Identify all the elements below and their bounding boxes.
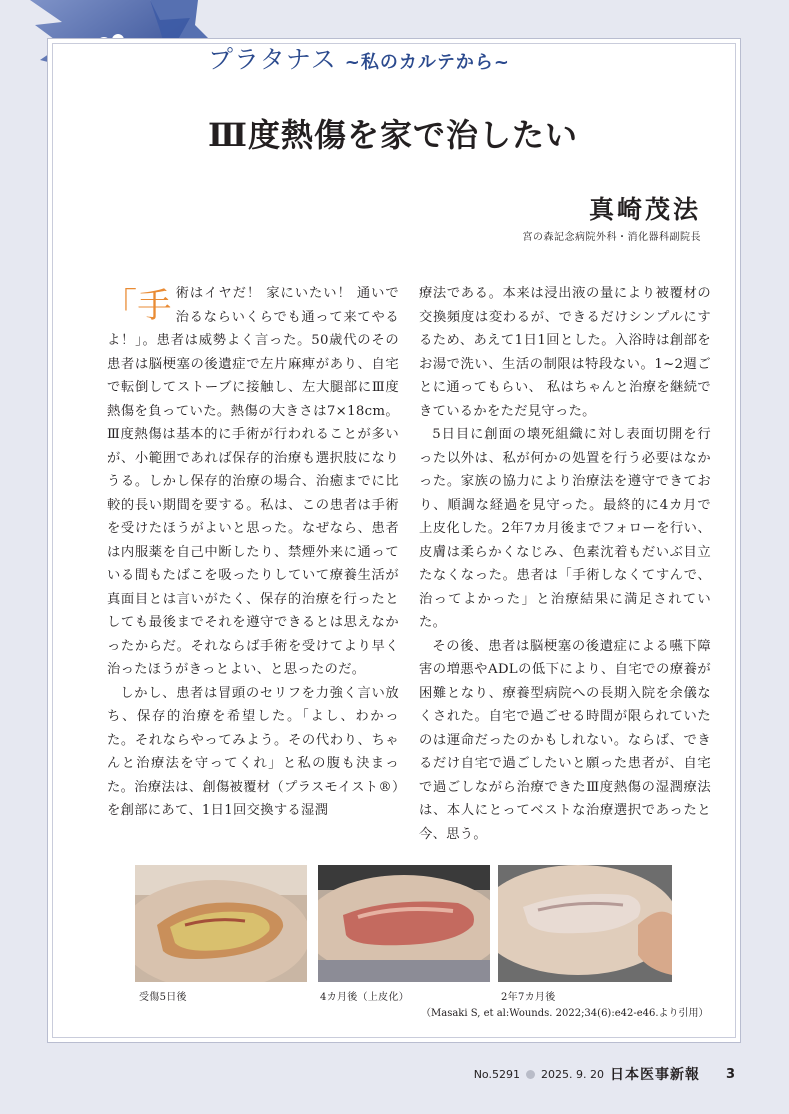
page-footer (474, 1064, 735, 1084)
dropcap: 「手 (103, 286, 172, 326)
paragraph: しかし、患者は冒頭のセリフを力強く言い放ち、保存的治療を希望した。「よし、わかった。それならやってみよう。その代わり、ちゃんと治療法を守ってくれ」と私の腹も決まった。治療法は、創傷被覆材（プラスモイスト®）を創部にあて、1日1回交換する湿潤 (107, 685, 399, 818)
author-affiliation: 宮の森記念病院外科・消化器科副院長 (522, 232, 701, 243)
series-title: プラタナス (208, 45, 337, 74)
paragraph: 療法である。本来は浸出液の量により被覆材の交換頻度は変わるが、できるだけシンプルにするため、あえて1日1回とした。入浴時は創部をお湯で洗い、生活の制限は特段ない。1~2週ごとに通ってもらい、 私はちゃんと治療を継続できているかをただ見守った。 (419, 286, 711, 419)
issue-number: No.5291 (473, 1067, 520, 1081)
series-subtitle: ~私のカルテから~ (344, 52, 510, 73)
photo-caption: 4カ月後（上皮化） (320, 992, 410, 1003)
paragraph: 「手 術はイヤだ！ 家にいたい！ 通いで治るならいくらでも通って来てやるよ！」。患者は威勢よく言った。50歳代のその患者は脳梗塞の後遺症で左片麻痺があり、自宅で転倒してストーブに接触し、左大腿部にⅢ度熱傷を負っていた。熱傷の大きさは7×18cm。Ⅲ度熱傷は基本的に手術が行われることが多いが、小範囲であれば保存的治療も選択肢になりうる。しかし保存的治療の場合、治癒までに比較的長い期間を要する。私は、この患者は手術を受けたほうがよいと思った。なぜなら、患者は内服薬を自己中断したり、禁煙外来に通っている間もたばこを吸ったりしていて療養生活が真面目とは言いがたく、保存的治療を行ったとしても最後までそれを遵守できるとは思えなかったからだ。それならば手術を受けてより早く治ったほうがきっとよい、と思ったのだ。 (103, 286, 399, 677)
separator-dot-icon (526, 1070, 535, 1079)
author-name: 真崎茂法 (588, 195, 701, 224)
photo-caption: 受傷5日後 (139, 992, 187, 1003)
issue-date: 2025. 9. 20 (540, 1067, 604, 1081)
paragraph: 5日目に創面の壊死組織に対し表面切開を行った以外は、私が何かの処置を行う必要はなかった。家族の協力により治療法を遵守できており、順調な経過を見守った。最終的に4カ月で上皮化した。2年7カ月後までフォローを行い、皮膚は柔らかくなじみ、色素沈着もだいぶ目立たなくなった。患者は「手術しなくてすんで、治ってよかった」と治療結果に満足されていた。 (419, 427, 711, 630)
photo-caption: 2年7カ月後 (501, 992, 556, 1003)
body-column-right (419, 282, 711, 846)
body-column-left (103, 282, 399, 823)
paragraph: その後、患者は脳梗塞の後遺症による嚥下障害の増悪やADLの低下により、自宅での療養が困難となり、療養型病院への長期入院を余儀なくされた。自宅で過ごせる時間が限られていたのは運命だったのかもしれない。ならば、できるだけ自宅で過ごしたいと願った患者が、自宅で過ごしながら治療できたⅢ度熱傷の湿潤療法は、本人にとってベストな治療選択であったと今、思う。 (419, 638, 711, 842)
article-title: Ⅲ度熱傷を家で治したい (208, 116, 578, 154)
wound-photo-2y7m (498, 865, 672, 982)
publication-name: 日本医事新報 (609, 1067, 700, 1083)
figure-citation: （Masaki S, et al:Wounds. 2022;34(6):e42-e46.より引用） (421, 1008, 709, 1019)
series-header (208, 40, 510, 76)
wound-photo-4months (318, 865, 490, 982)
wound-photo-day5 (135, 865, 307, 982)
page-number: 3 (725, 1066, 735, 1082)
